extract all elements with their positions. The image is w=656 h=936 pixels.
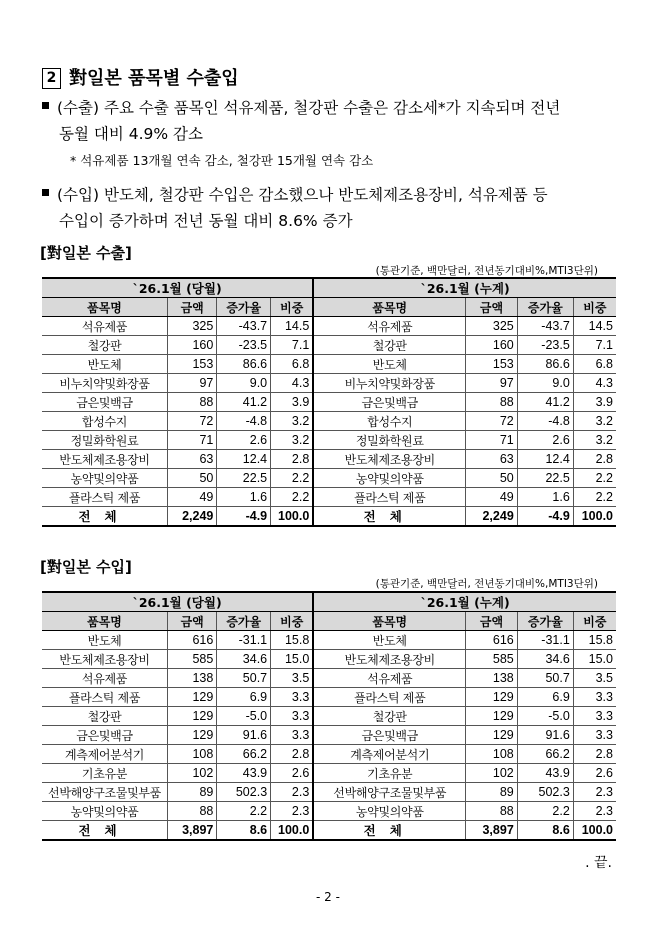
item-name: 비누치약및화장품: [313, 374, 465, 393]
amount-cell: 97: [466, 374, 518, 393]
import-table-title: [對일본 수입]: [40, 558, 132, 576]
growth-cell: 22.5: [517, 469, 573, 488]
item-name: 반도체: [313, 355, 465, 374]
item-name: 반도체: [42, 355, 168, 374]
growth-cell: 50.7: [517, 669, 573, 688]
item-name: 석유제품: [42, 317, 168, 336]
amount-cell: 102: [466, 764, 518, 783]
growth-cell: 2.2: [517, 802, 573, 821]
share-cell: 2.6: [271, 764, 314, 783]
bullet-import-line1: (수입) 반도체, 철강판 수입은 감소했으나 반도체제조용장비, 석유제품 등: [57, 186, 548, 204]
share-cell: 3.9: [573, 393, 616, 412]
amount-cell: 89: [466, 783, 518, 802]
table-row: [42, 355, 616, 374]
item-name: 플라스틱 제품: [42, 688, 168, 707]
amount-cell: 129: [466, 688, 518, 707]
growth-cell: -23.5: [517, 336, 573, 355]
growth-cell: 66.2: [217, 745, 271, 764]
bullet-square-icon: [42, 189, 49, 196]
total-growth: -4.9: [217, 507, 271, 527]
growth-cell: 86.6: [517, 355, 573, 374]
bullet-square-icon: [42, 102, 49, 109]
growth-cell: 50.7: [217, 669, 271, 688]
table-row: [42, 783, 616, 802]
amount-cell: 585: [466, 650, 518, 669]
total-amount: 3,897: [168, 821, 217, 841]
table-row: [42, 745, 616, 764]
item-name: 철강판: [313, 336, 465, 355]
share-cell: 2.6: [573, 764, 616, 783]
amount-cell: 129: [466, 707, 518, 726]
share-cell: 3.2: [271, 412, 314, 431]
share-cell: 7.1: [573, 336, 616, 355]
share-cell: 4.3: [271, 374, 314, 393]
table-row: [42, 764, 616, 783]
growth-cell: 502.3: [217, 783, 271, 802]
share-cell: 3.3: [271, 726, 314, 745]
share-cell: 2.8: [573, 450, 616, 469]
amount-cell: 89: [168, 783, 217, 802]
column-header: 품목명: [313, 298, 465, 317]
growth-cell: -43.7: [517, 317, 573, 336]
share-cell: 3.3: [271, 707, 314, 726]
table-row: [42, 707, 616, 726]
period-cumulative: `26.1월 (누계): [313, 278, 616, 298]
share-cell: 6.8: [573, 355, 616, 374]
growth-cell: -5.0: [517, 707, 573, 726]
section-title-text: 對일본 품목별 수출입: [69, 68, 239, 89]
total-share: 100.0: [271, 821, 314, 841]
share-cell: 15.0: [271, 650, 314, 669]
item-name: 반도체: [313, 631, 465, 650]
share-cell: 14.5: [271, 317, 314, 336]
column-header: 품목명: [42, 298, 168, 317]
total-label: 전체: [42, 507, 168, 527]
share-cell: 2.3: [573, 802, 616, 821]
table-row: [42, 431, 616, 450]
amount-cell: 160: [168, 336, 217, 355]
item-name: 석유제품: [313, 317, 465, 336]
amount-cell: 63: [466, 450, 518, 469]
growth-cell: 43.9: [217, 764, 271, 783]
table-row: [42, 688, 616, 707]
total-label: 전체: [313, 821, 465, 841]
amount-cell: 88: [168, 393, 217, 412]
bullet-export-line1: (수출) 주요 수출 품목인 석유제품, 철강판 수출은 감소세*가 지속되며 전년: [57, 99, 561, 117]
column-header: 금액: [168, 612, 217, 631]
table-row: [42, 469, 616, 488]
growth-cell: 41.2: [217, 393, 271, 412]
total-amount: 2,249: [466, 507, 518, 527]
growth-cell: 41.2: [517, 393, 573, 412]
item-name: 기초유분: [313, 764, 465, 783]
total-amount: 2,249: [168, 507, 217, 527]
table-row: [42, 412, 616, 431]
item-name: 철강판: [313, 707, 465, 726]
table-row: [42, 488, 616, 507]
item-name: 반도체: [42, 631, 168, 650]
item-name: 금은및백금: [313, 393, 465, 412]
share-cell: 3.5: [271, 669, 314, 688]
item-name: 합성수지: [42, 412, 168, 431]
share-cell: 2.3: [573, 783, 616, 802]
item-name: 철강판: [42, 336, 168, 355]
share-cell: 2.2: [573, 488, 616, 507]
import-table: [42, 591, 616, 841]
share-cell: 3.2: [573, 412, 616, 431]
table-row: [42, 336, 616, 355]
amount-cell: 50: [168, 469, 217, 488]
import-table-unit: (통관기준, 백만달러, 전년동기대비%,MTI3단위): [375, 578, 598, 590]
column-header: 품목명: [42, 612, 168, 631]
item-name: 선박해양구조물및부품: [313, 783, 465, 802]
share-cell: 2.8: [573, 745, 616, 764]
amount-cell: 63: [168, 450, 217, 469]
item-name: 기초유분: [42, 764, 168, 783]
column-header: 증가율: [517, 612, 573, 631]
item-name: 철강판: [42, 707, 168, 726]
item-name: 농약및의약품: [313, 802, 465, 821]
export-table-unit: (통관기준, 백만달러, 전년동기대비%,MTI3단위): [375, 265, 598, 277]
growth-cell: -5.0: [217, 707, 271, 726]
item-name: 석유제품: [42, 669, 168, 688]
column-header: 비중: [271, 298, 314, 317]
amount-cell: 72: [168, 412, 217, 431]
total-label: 전체: [42, 821, 168, 841]
amount-cell: 129: [168, 726, 217, 745]
bullet-import-line2: 수입이 증가하며 전년 동월 대비 8.6% 증가: [59, 212, 353, 230]
share-cell: 2.3: [271, 802, 314, 821]
share-cell: 2.2: [573, 469, 616, 488]
amount-cell: 325: [466, 317, 518, 336]
total-row: [42, 821, 616, 841]
item-name: 선박해양구조물및부품: [42, 783, 168, 802]
amount-cell: 585: [168, 650, 217, 669]
amount-cell: 160: [466, 336, 518, 355]
column-header: 비중: [271, 612, 314, 631]
growth-cell: 9.0: [517, 374, 573, 393]
item-name: 비누치약및화장품: [42, 374, 168, 393]
growth-cell: -23.5: [217, 336, 271, 355]
share-cell: 3.5: [573, 669, 616, 688]
share-cell: 15.8: [573, 631, 616, 650]
amount-cell: 50: [466, 469, 518, 488]
column-header: 금액: [466, 298, 518, 317]
amount-cell: 153: [466, 355, 518, 374]
share-cell: 4.3: [573, 374, 616, 393]
amount-cell: 88: [466, 802, 518, 821]
growth-cell: 91.6: [517, 726, 573, 745]
amount-cell: 97: [168, 374, 217, 393]
amount-cell: 72: [466, 412, 518, 431]
footnote: * 석유제품 13개월 연속 감소, 철강판 15개월 연속 감소: [70, 153, 374, 168]
section-number-box: 2: [42, 68, 61, 89]
column-header: 비중: [573, 612, 616, 631]
period-current: `26.1월 (당월): [42, 278, 313, 298]
table-row: [42, 393, 616, 412]
period-cumulative: `26.1월 (누계): [313, 592, 616, 612]
share-cell: 2.2: [271, 469, 314, 488]
growth-cell: 43.9: [517, 764, 573, 783]
amount-cell: 102: [168, 764, 217, 783]
amount-cell: 71: [466, 431, 518, 450]
amount-cell: 71: [168, 431, 217, 450]
growth-cell: 1.6: [217, 488, 271, 507]
growth-cell: 34.6: [517, 650, 573, 669]
growth-cell: 2.6: [517, 431, 573, 450]
amount-cell: 325: [168, 317, 217, 336]
item-name: 정밀화학원료: [313, 431, 465, 450]
page-number: - 2 -: [316, 890, 340, 904]
share-cell: 15.0: [573, 650, 616, 669]
export-table: [42, 277, 616, 527]
amount-cell: 88: [168, 802, 217, 821]
share-cell: 3.2: [271, 431, 314, 450]
growth-cell: 2.2: [217, 802, 271, 821]
growth-cell: -31.1: [517, 631, 573, 650]
item-name: 합성수지: [313, 412, 465, 431]
column-header: 증가율: [517, 298, 573, 317]
share-cell: 15.8: [271, 631, 314, 650]
column-header: 금액: [168, 298, 217, 317]
growth-cell: 9.0: [217, 374, 271, 393]
growth-cell: 1.6: [517, 488, 573, 507]
share-cell: 2.2: [271, 488, 314, 507]
amount-cell: 138: [466, 669, 518, 688]
amount-cell: 616: [466, 631, 518, 650]
column-header: 증가율: [217, 298, 271, 317]
growth-cell: 86.6: [217, 355, 271, 374]
growth-cell: 6.9: [517, 688, 573, 707]
growth-cell: -4.8: [217, 412, 271, 431]
share-cell: 2.3: [271, 783, 314, 802]
total-growth: 8.6: [517, 821, 573, 841]
column-header: 비중: [573, 298, 616, 317]
share-cell: 3.3: [573, 726, 616, 745]
amount-cell: 108: [168, 745, 217, 764]
table-row: [42, 802, 616, 821]
bullet-import: [42, 182, 620, 234]
item-name: 정밀화학원료: [42, 431, 168, 450]
export-table-title: [對일본 수출]: [40, 244, 132, 262]
share-cell: 3.3: [271, 688, 314, 707]
item-name: 금은및백금: [42, 726, 168, 745]
end-mark: . 끝.: [585, 855, 612, 871]
total-label: 전체: [313, 507, 465, 527]
item-name: 농약및의약품: [42, 469, 168, 488]
item-name: 계측제어분석기: [313, 745, 465, 764]
item-name: 플라스틱 제품: [42, 488, 168, 507]
share-cell: 3.3: [573, 707, 616, 726]
growth-cell: 2.6: [217, 431, 271, 450]
amount-cell: 129: [168, 688, 217, 707]
amount-cell: 616: [168, 631, 217, 650]
item-name: 농약및의약품: [313, 469, 465, 488]
amount-cell: 88: [466, 393, 518, 412]
total-growth: -4.9: [517, 507, 573, 527]
table-row: [42, 726, 616, 745]
column-header: 금액: [466, 612, 518, 631]
share-cell: 6.8: [271, 355, 314, 374]
share-cell: 7.1: [271, 336, 314, 355]
share-cell: 3.2: [573, 431, 616, 450]
share-cell: 14.5: [573, 317, 616, 336]
table-row: [42, 450, 616, 469]
bullet-export: [42, 95, 620, 147]
item-name: 금은및백금: [42, 393, 168, 412]
item-name: 플라스틱 제품: [313, 488, 465, 507]
column-header: 증가율: [217, 612, 271, 631]
table-row: [42, 317, 616, 336]
amount-cell: 108: [466, 745, 518, 764]
growth-cell: 12.4: [217, 450, 271, 469]
bullet-export-line2: 동월 대비 4.9% 감소: [59, 125, 203, 143]
growth-cell: 12.4: [517, 450, 573, 469]
table-row: [42, 374, 616, 393]
total-growth: 8.6: [217, 821, 271, 841]
amount-cell: 49: [466, 488, 518, 507]
total-amount: 3,897: [466, 821, 518, 841]
amount-cell: 153: [168, 355, 217, 374]
growth-cell: 502.3: [517, 783, 573, 802]
share-cell: 2.8: [271, 745, 314, 764]
item-name: 반도체제조용장비: [313, 650, 465, 669]
section-title: [42, 64, 239, 90]
total-share: 100.0: [271, 507, 314, 527]
amount-cell: 129: [168, 707, 217, 726]
amount-cell: 129: [466, 726, 518, 745]
item-name: 반도체제조용장비: [42, 450, 168, 469]
total-share: 100.0: [573, 507, 616, 527]
growth-cell: -4.8: [517, 412, 573, 431]
growth-cell: 6.9: [217, 688, 271, 707]
item-name: 농약및의약품: [42, 802, 168, 821]
share-cell: 3.3: [573, 688, 616, 707]
growth-cell: 66.2: [517, 745, 573, 764]
item-name: 반도체제조용장비: [42, 650, 168, 669]
share-cell: 3.9: [271, 393, 314, 412]
share-cell: 2.8: [271, 450, 314, 469]
growth-cell: 91.6: [217, 726, 271, 745]
table-row: [42, 631, 616, 650]
total-share: 100.0: [573, 821, 616, 841]
item-name: 석유제품: [313, 669, 465, 688]
column-header: 품목명: [313, 612, 465, 631]
table-row: [42, 650, 616, 669]
item-name: 금은및백금: [313, 726, 465, 745]
growth-cell: 34.6: [217, 650, 271, 669]
amount-cell: 138: [168, 669, 217, 688]
growth-cell: 22.5: [217, 469, 271, 488]
total-row: [42, 507, 616, 527]
table-row: [42, 669, 616, 688]
item-name: 반도체제조용장비: [313, 450, 465, 469]
growth-cell: -43.7: [217, 317, 271, 336]
growth-cell: -31.1: [217, 631, 271, 650]
item-name: 플라스틱 제품: [313, 688, 465, 707]
amount-cell: 49: [168, 488, 217, 507]
item-name: 계측제어분석기: [42, 745, 168, 764]
period-current: `26.1월 (당월): [42, 592, 313, 612]
